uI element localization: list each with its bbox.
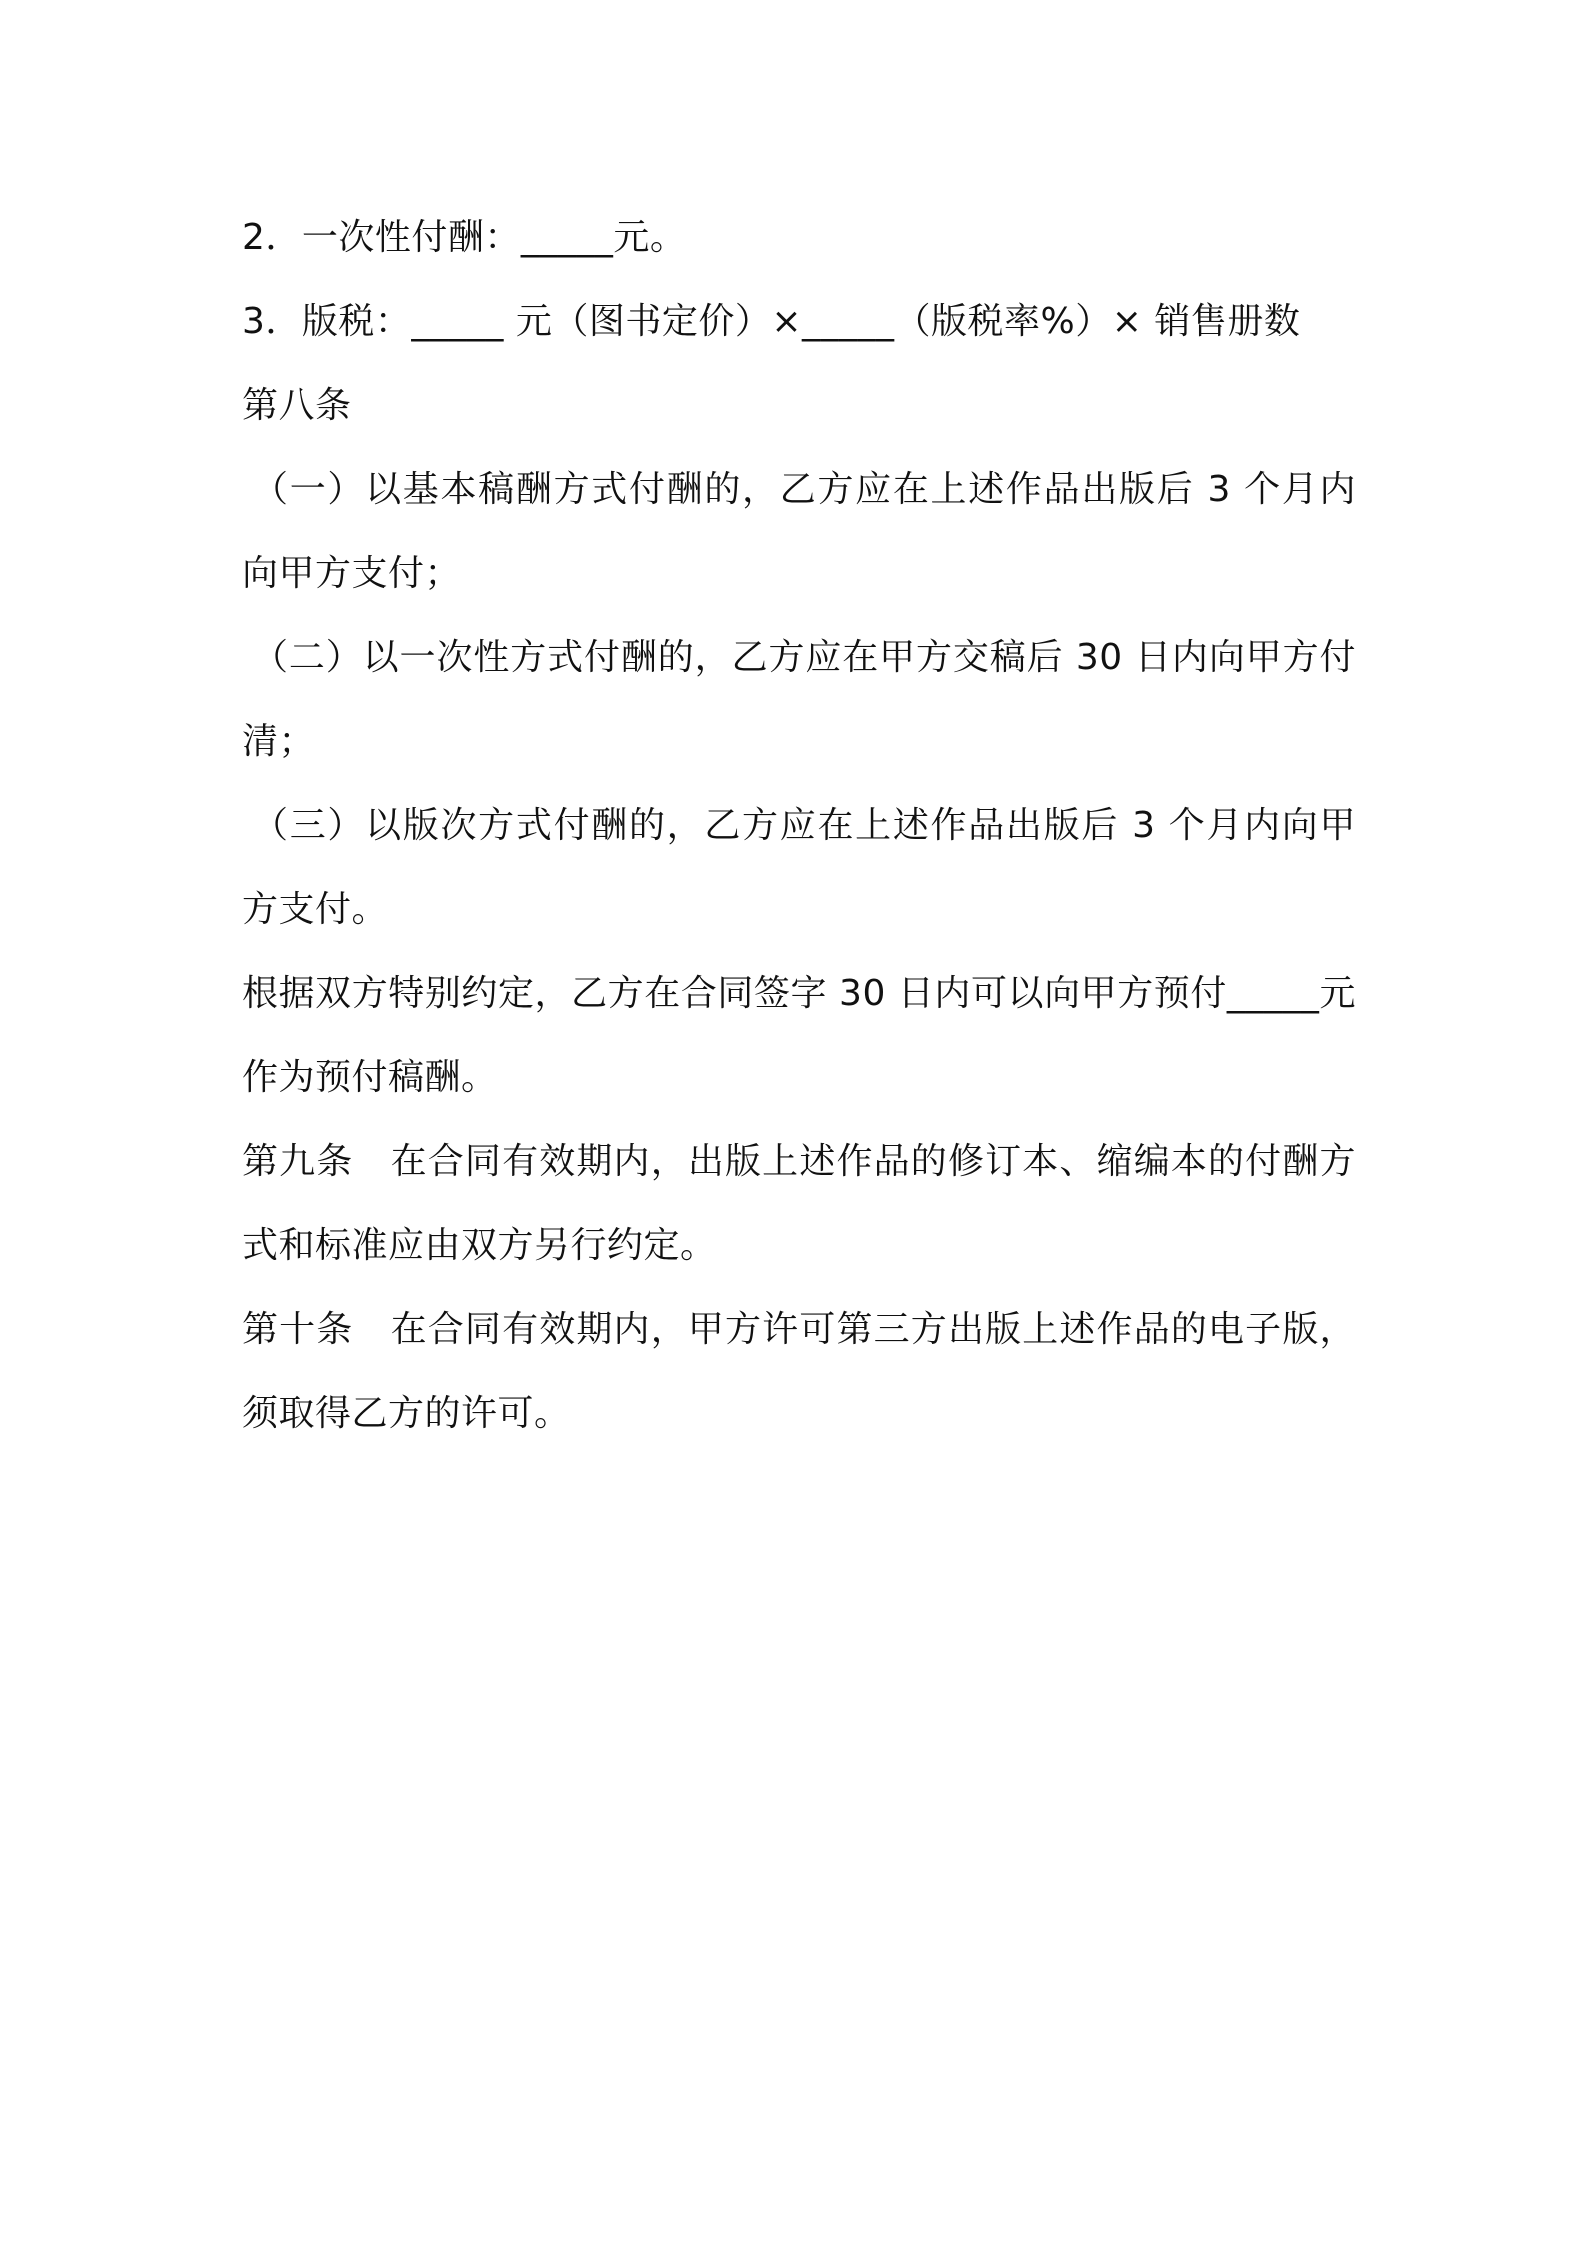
- article-9: 第九条 在合同有效期内，出版上述作品的修订本、缩编本的付酬方式和标准应由双方另行约定。: [242, 1141, 1356, 1266]
- article-10: 第十条 在合同有效期内，甲方许可第三方出版上述作品的电子版，须取得乙方的许可。: [242, 1309, 1356, 1434]
- article-8-item-2: （二）以一次性方式付酬的，乙方应在甲方交稿后 30 日内向甲方付清；: [242, 637, 1356, 762]
- document-body: [242, 196, 1356, 1456]
- advance-payment-clause: 根据双方特别约定，乙方在合同签字 30 日内可以向甲方预付_____元作为预付稿酬。: [242, 973, 1356, 1098]
- clause-lump-sum-payment: 2．一次性付酬：_____元。: [242, 217, 687, 258]
- article-8-item-3: （三）以版次方式付酬的，乙方应在上述作品出版后 3 个月内向甲方支付。: [242, 805, 1356, 930]
- article-8-heading: 第八条: [242, 385, 352, 426]
- article-8-item-1: （一）以基本稿酬方式付酬的，乙方应在上述作品出版后 3 个月内向甲方支付；: [242, 469, 1356, 594]
- clause-royalty: 3．版税：_____ 元（图书定价）×_____（版税率%）× 销售册数: [242, 301, 1301, 342]
